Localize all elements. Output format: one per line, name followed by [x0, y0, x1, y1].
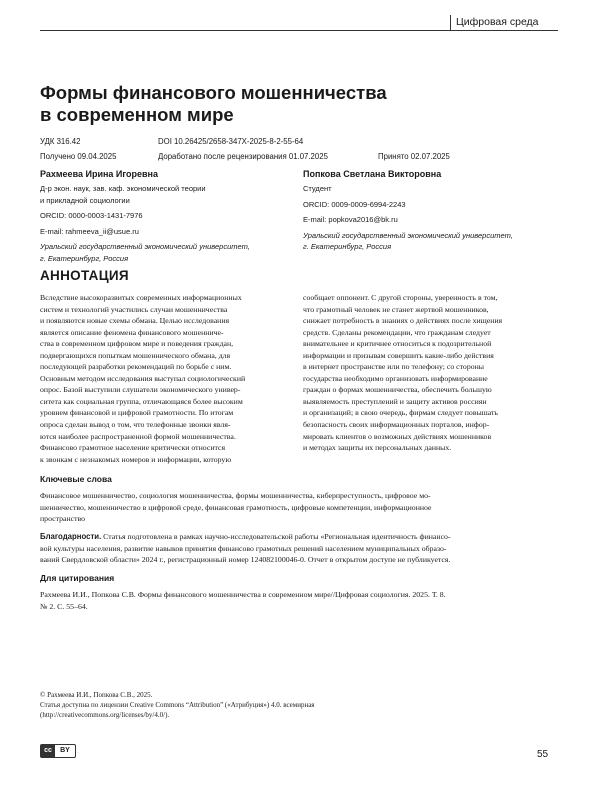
author-degree-cont: и прикладной социологии: [40, 195, 290, 207]
header-divider-tick: [450, 15, 451, 31]
abstract-line: уровнем финансовой и цифровой грамотности. По итогам: [40, 407, 290, 419]
abstract-line: и появляются новые схемы обмана. Целью исследования: [40, 315, 290, 327]
citation-line: Рахмеева И.И., Попкова С.В. Формы финансового мошенничества в современном мире//Цифровая социология. 2025. Т. 8.: [40, 589, 560, 601]
author-orcid[interactable]: ORCID: 0009-0009-6994-2243: [303, 199, 563, 211]
abstract-line: подвергающихся попыткам мошеннического обмана, для: [40, 350, 290, 362]
acknowledgements-label: Благодарности.: [40, 532, 101, 541]
author-affiliation: Уральский государственный экономический университет,: [40, 241, 290, 253]
creative-commons-icon: cc: [41, 745, 55, 757]
abstract-column-left: [40, 292, 290, 465]
abstract-heading: АННОТАЦИЯ: [40, 268, 129, 283]
abstract-line: сообщает оппонент. С другой стороны, уверенность в том,: [303, 292, 561, 304]
citation-text: [40, 589, 560, 612]
abstract-line: мировать клиентов о возможных действиях мошенников: [303, 431, 561, 443]
keywords-line: шенничество, мошенничество в цифровой среде, финансовая грамотность, цифровые компетенции, информационное: [40, 502, 560, 514]
citation-heading: Для цитирования: [40, 573, 114, 583]
abstract-line: последующей разработки рекомендаций по борьбе с ним.: [40, 361, 290, 373]
abstract-line: опрос. Базой выступили слушатели экономического универ-: [40, 384, 290, 396]
abstract-line: к звонкам с незнакомых номеров и информации, которую: [40, 454, 290, 466]
keywords-line: пространство: [40, 513, 560, 525]
abstract-line: безопасность своих информационных порталов, инфор-: [303, 419, 561, 431]
cc-by-license-badge[interactable]: [40, 744, 76, 758]
abstract-line: граждан о формах мошенничества, обеспечить большую: [303, 384, 561, 396]
acknowledgements-text: Статья подготовлена в рамках научно-исследовательской работы «Региональная идентичность финансо-: [101, 532, 450, 541]
abstract-line: государства необходимо организовать информирование: [303, 373, 561, 385]
acknowledgements-line: вой культуры населения, развитие навыков принятия финансово грамотных решений населением муниципальных образо-: [40, 543, 560, 555]
abstract-line: ются наиболее распространенной формой мошенничества.: [40, 431, 290, 443]
keywords-line: Финансовое мошенничество, социология мошенничества, формы мошенничества, киберпреступность, цифровое мо-: [40, 490, 560, 502]
author-affiliation: Уральский государственный экономический университет,: [303, 230, 563, 242]
abstract-line: ства в современном цифровом мире и поведения граждан,: [40, 338, 290, 350]
author-orcid[interactable]: ORCID: 0000-0003-1431-7976: [40, 210, 290, 222]
title-line-2: в современном мире: [40, 104, 560, 126]
article-title: [40, 82, 560, 126]
abstract-line: Вследствие высокоразвитых современных информационных: [40, 292, 290, 304]
acknowledgements-line: [40, 531, 560, 543]
author-degree: Д-р экон. наук, зав. каф. экономической теории: [40, 183, 290, 195]
license-line: Статья доступна по лицензии Creative Commons “Attribution” («Атрибуция») 4.0. всемирная: [40, 700, 460, 710]
page-number: 55: [537, 749, 548, 760]
author-email[interactable]: E-mail: rahmeeva_ii@usue.ru: [40, 226, 290, 238]
doi[interactable]: DOI 10.26425/2658-347X-2025-8-2-55-64: [158, 137, 303, 146]
revised-date: Доработано после рецензирования 01.07.2025: [158, 152, 328, 161]
keywords-heading: Ключевые слова: [40, 474, 112, 484]
author-name: Рахмеева Ирина Игоревна: [40, 169, 290, 179]
author-email[interactable]: E-mail: popkova2016@bk.ru: [303, 214, 563, 226]
license-url[interactable]: (http://creativecommons.org/licenses/by/4.0/).: [40, 710, 460, 720]
title-line-1: Формы финансового мошенничества: [40, 82, 560, 104]
author-name: Попкова Светлана Викторовна: [303, 169, 563, 179]
abstract-line: и методах защиты их персональных данных.: [303, 442, 561, 454]
keywords-text: [40, 490, 560, 525]
accepted-date: Принято 02.07.2025: [378, 152, 450, 161]
abstract-line: Основным методом исследования выступал социологический: [40, 373, 290, 385]
received-date: Получено 09.04.2025: [40, 152, 116, 161]
acknowledgements-line: ваний Свердловской области» 2024 г., регистрационный номер 124082100046-0. Отчет в открытом доступе не публикуется.: [40, 554, 560, 566]
header-rule: [40, 30, 558, 31]
udc: УДК 316.42: [40, 137, 80, 146]
abstract-line: Финансово грамотное население критически относится: [40, 442, 290, 454]
citation-line: № 2. С. 55–64.: [40, 601, 560, 613]
journal-section-label: Цифровая среда: [456, 16, 539, 28]
abstract-line: и организаций; в свою очередь, фирмам следует повышать: [303, 407, 561, 419]
abstract-line: выявляемость преступлений и защиту активов россиян: [303, 396, 561, 408]
author-block-1: [40, 169, 290, 264]
abstract-line: информации и призывам совершить какие-либо действия: [303, 350, 561, 362]
license-footer: [40, 690, 460, 720]
author-block-2: [303, 169, 563, 253]
author-degree: Студент: [303, 183, 563, 195]
attribution-icon: BY: [55, 745, 75, 757]
abstract-line: опроса сделан вывод о том, что телефонные звонки явля-: [40, 419, 290, 431]
author-affiliation-city: г. Екатеринбург, Россия: [40, 253, 290, 265]
abstract-line: является описание феномена финансового мошенниче-: [40, 327, 290, 339]
acknowledgements: [40, 531, 560, 566]
author-affiliation-city: г. Екатеринбург, Россия: [303, 241, 563, 253]
abstract-line: что грамотный человек не станет жертвой мошенников,: [303, 304, 561, 316]
abstract-line: внимательнее и критичнее относиться к подозрительной: [303, 338, 561, 350]
abstract-column-right: [303, 292, 561, 454]
abstract-line: снижает потребность в знаниях о действиях после хищения: [303, 315, 561, 327]
abstract-line: ситета как социальная группа, отличающаяся более высоким: [40, 396, 290, 408]
copyright-line: © Рахмеева И.И., Попкова С.В., 2025.: [40, 690, 460, 700]
abstract-line: систем и технологий участились случаи мошенничества: [40, 304, 290, 316]
abstract-line: средств. Сделаны рекомендации, что гражданам следует: [303, 327, 561, 339]
abstract-line: в интернет пространстве или по телефону; со стороны: [303, 361, 561, 373]
